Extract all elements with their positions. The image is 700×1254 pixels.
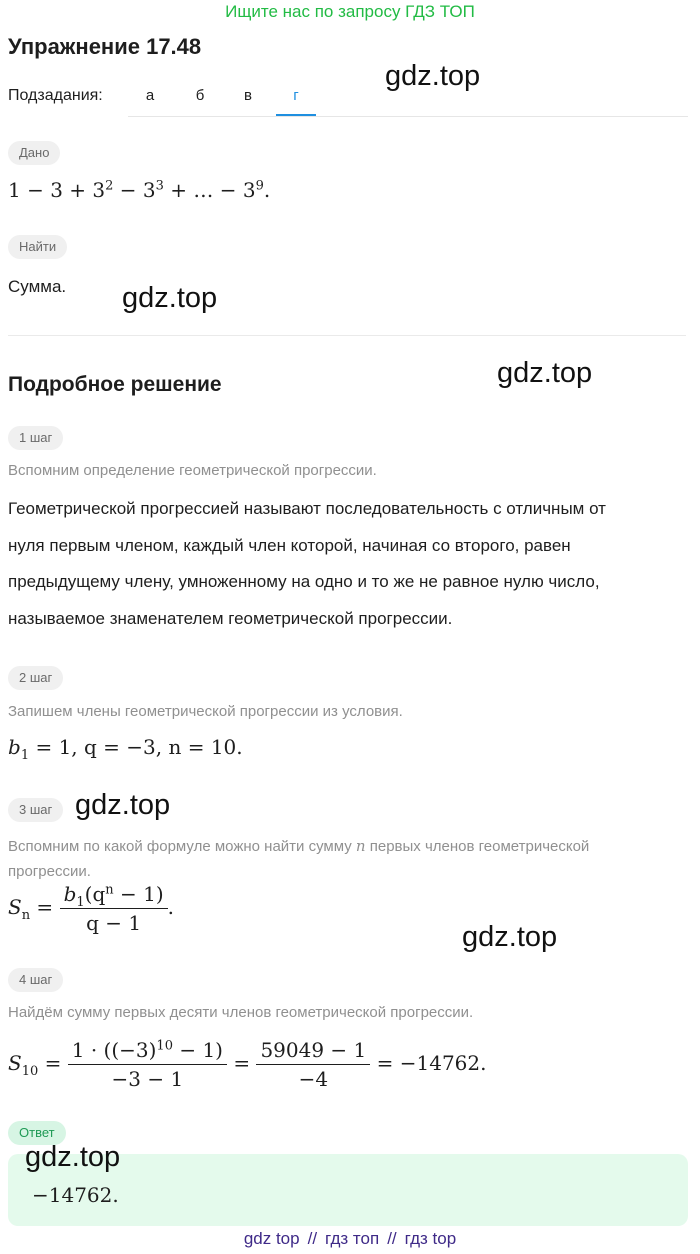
step-4-formula	[8, 1036, 487, 1093]
formula-lhs: S	[8, 1051, 22, 1075]
expr-part: 1 − 3 + 3	[8, 178, 106, 202]
step-label: 3 шаг	[8, 798, 63, 822]
definition-line: предыдущему члену, умноженному на одно и то же не равное нулю число,	[8, 572, 600, 591]
watermark: gdz.top	[25, 1141, 121, 1173]
given-label: Дано	[8, 141, 60, 165]
footer-separator: //	[307, 1229, 318, 1248]
watermark: gdz.top	[122, 282, 218, 314]
tab-a[interactable]: а	[145, 87, 155, 104]
fraction-numerator: $1 \cdot ((-3)^{10} - 1)$	[68, 1036, 227, 1065]
formula-eq: =	[226, 1051, 257, 1075]
formula-eq: =	[38, 1051, 68, 1075]
fraction-numerator: 59049 − 1	[256, 1036, 370, 1065]
footer-link[interactable]: gdz top	[243, 1229, 300, 1248]
fraction-numerator: $b_1(q^n - 1)$	[60, 880, 168, 909]
formula-subscript: 10	[21, 1064, 39, 1079]
definition-line: нуля первым членом, каждый член которой, начиная со второго, равен	[8, 535, 571, 555]
expr-part: + … − 3	[163, 178, 256, 202]
step-2-badge	[8, 666, 63, 690]
definition-line: называемое знаменателем геометрической прогрессии.	[8, 608, 453, 628]
formula-result: = −14762.	[370, 1051, 487, 1075]
watermark: gdz.top	[385, 60, 481, 92]
answer-label: Ответ	[8, 1121, 66, 1145]
page-title: Упражнение 17.48	[8, 34, 202, 59]
expr-part: − 3	[113, 178, 156, 202]
formula-subscript: 1	[20, 748, 30, 763]
formula-part: = 1, q = −3, n = 10.	[29, 735, 243, 759]
step-1-definition	[8, 491, 688, 637]
formula-eq: =	[30, 895, 60, 919]
watermark: gdz.top	[75, 789, 171, 821]
tab-g[interactable]: г	[276, 78, 316, 116]
tab-b[interactable]: б	[195, 87, 205, 104]
given-expression	[8, 178, 270, 202]
formula-fraction	[256, 1036, 370, 1093]
step-label: 1 шаг	[8, 426, 63, 450]
step-label: 2 шаг	[8, 666, 63, 690]
watermark: gdz.top	[462, 921, 558, 953]
step-2-hint: Запишем члены геометрической прогрессии из условия.	[8, 703, 403, 720]
footer-link[interactable]: гдз топ	[325, 1229, 380, 1248]
hint-text: прогрессии.	[8, 863, 91, 880]
formula-part: b	[8, 735, 21, 759]
hint-text: первых членов геометрической	[365, 838, 590, 855]
step-1-hint: Вспомним определение геометрической прогрессии.	[8, 462, 377, 479]
step-4-hint: Найдём сумму первых десяти членов геометрической прогрессии.	[8, 1004, 474, 1021]
definition-line: Геометрической прогрессией называют последовательность с отличным от	[8, 499, 606, 518]
expr-exponent: 2	[105, 178, 114, 194]
subtasks-label: Подзадания:	[8, 87, 103, 104]
top-banner[interactable]: Ищите нас по запросу ГДЗ ТОП	[225, 2, 475, 21]
step-1-badge	[8, 426, 63, 450]
watermark: gdz.top	[497, 357, 593, 389]
expr-exponent: 9	[255, 178, 264, 194]
fraction-denominator: q − 1	[86, 911, 142, 935]
footer-separator: //	[387, 1229, 397, 1248]
find-text: Сумма.	[8, 277, 67, 296]
step-2-formula	[8, 735, 243, 763]
footer-link[interactable]: гдз top	[404, 1229, 457, 1248]
step-4-badge	[8, 968, 63, 992]
formula-subscript: n	[21, 908, 31, 923]
footer-links	[0, 1229, 700, 1249]
fraction-denominator: −3 − 1	[111, 1067, 184, 1091]
hint-variable: n	[355, 837, 366, 855]
fraction-denominator: −4	[298, 1067, 329, 1091]
formula-fraction	[60, 880, 168, 937]
given-badge	[8, 141, 60, 165]
step-label: 4 шаг	[8, 968, 63, 992]
step-3-badge	[8, 798, 63, 822]
formula-end: .	[167, 895, 174, 919]
tab-v[interactable]: в	[244, 87, 252, 104]
formula-fraction	[68, 1036, 227, 1093]
step-3-hint	[8, 834, 688, 884]
step-3-formula	[8, 880, 174, 937]
divider	[8, 335, 686, 336]
solution-heading: Подробное решение	[8, 373, 222, 396]
find-badge	[8, 235, 67, 259]
answer-value: −14762.	[32, 1183, 119, 1207]
find-label: Найти	[8, 235, 67, 259]
expr-part: .	[263, 178, 271, 202]
formula-lhs: S	[8, 895, 22, 919]
expr-exponent: 3	[155, 178, 164, 194]
hint-text: Вспомним по какой формуле можно найти сумму	[8, 838, 356, 855]
